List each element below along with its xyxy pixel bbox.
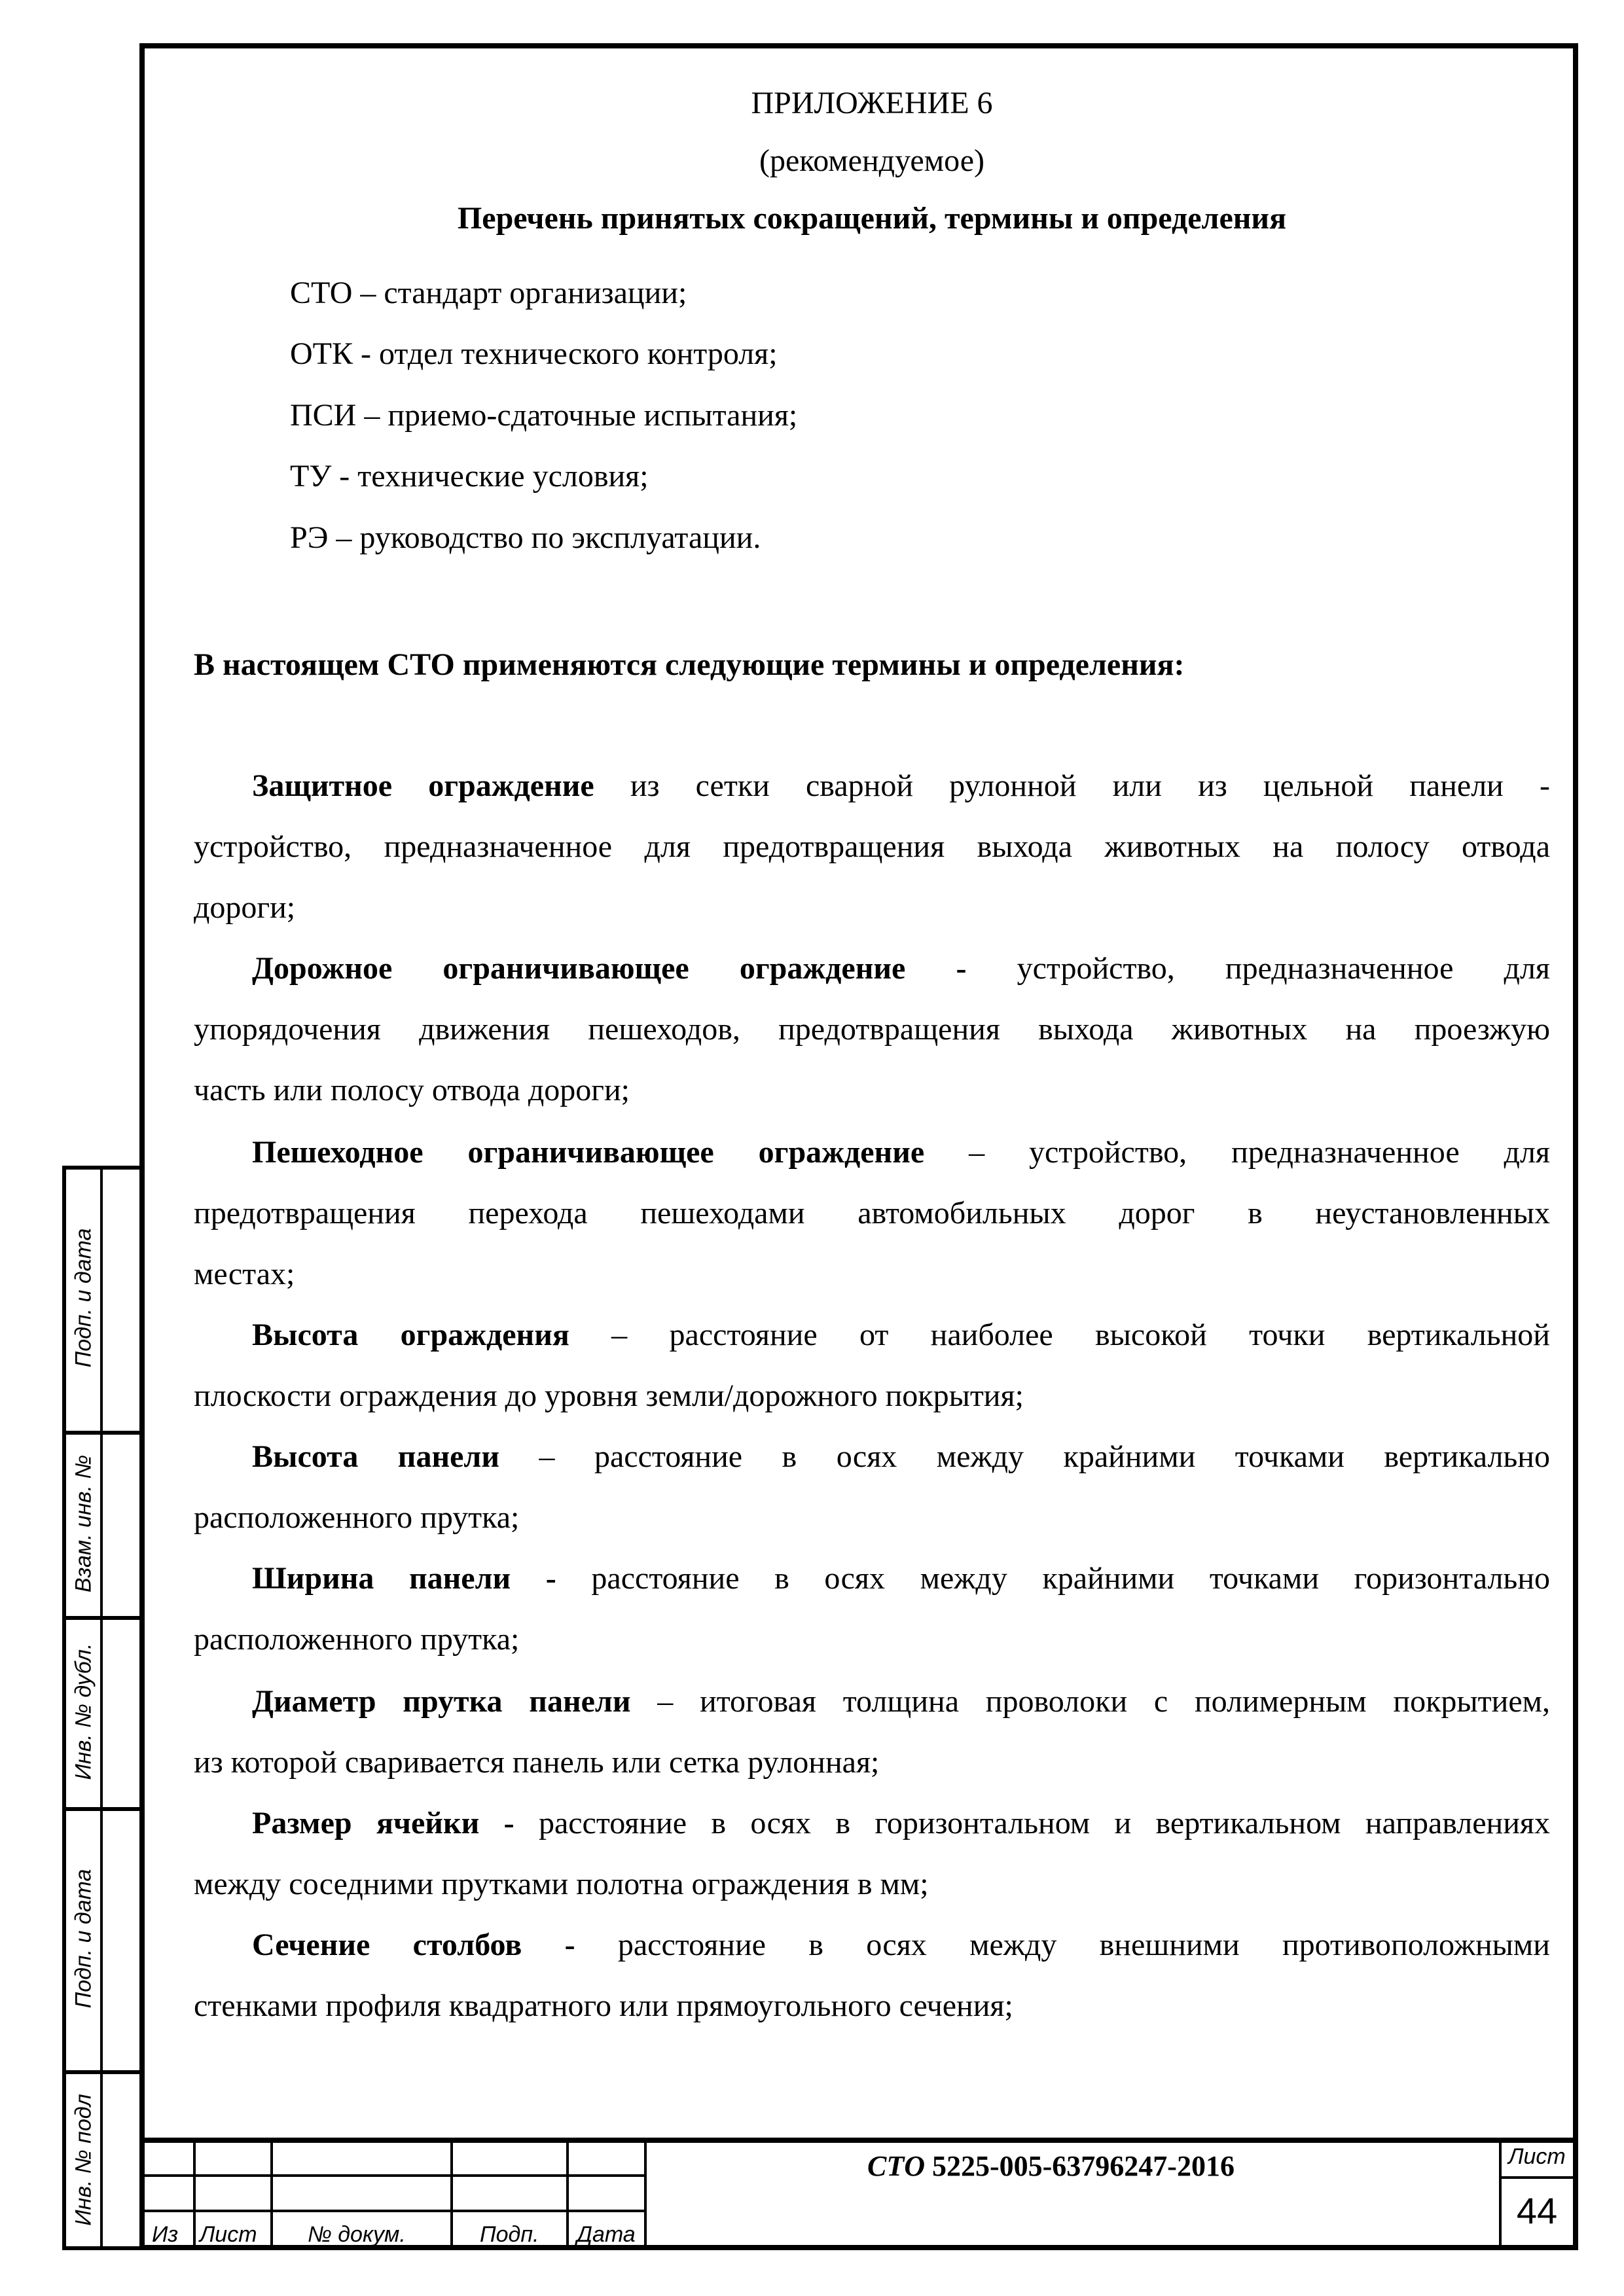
term-line: между соседними прутками полотна ограждения в мм; <box>194 1867 929 1901</box>
term-first-line <box>252 1805 1550 1841</box>
side-label-sign-date: Подп. и дата <box>71 1228 96 1368</box>
term-name: Диаметр прутка панели <box>252 1684 631 1719</box>
document-code-prefix: СТО <box>867 2150 925 2182</box>
term-first-line <box>252 1683 1550 1719</box>
side-stamp-line <box>62 1807 139 1811</box>
term-line: плоскости ограждения до уровня земли/дорожного покрытия; <box>194 1378 1024 1413</box>
title-block-row-line <box>145 2174 647 2177</box>
term-name: Дорожное ограничивающее ограждение - <box>252 951 967 986</box>
term-first-line <box>252 1560 1550 1596</box>
term-definition: расстояние в осях в горизонтальном и вертикальном направлениях <box>514 1806 1550 1840</box>
term-name: Пешеходное ограничивающее ограждение <box>252 1135 925 1170</box>
sheet-number: 44 <box>1516 2190 1558 2231</box>
abbreviation-item: ОТК - отдел технического контроля; <box>290 336 778 371</box>
abbreviation-item: РЭ – руководство по эксплуатации. <box>290 520 761 555</box>
stamp-label-doc-number: № докум. <box>308 2222 406 2247</box>
term-name: Высота панели <box>252 1439 500 1474</box>
side-stamp-line <box>62 1431 139 1435</box>
term-definition: расстояние в осях между крайними точками горизонтально <box>556 1561 1551 1596</box>
term-first-line <box>252 950 1550 986</box>
title-block-divider <box>644 2138 647 2250</box>
appendix-heading: Перечень принятых сокращений, термины и определения <box>457 201 1287 236</box>
term-definition: – расстояние в осях между крайними точками вертикально <box>499 1439 1550 1474</box>
title-block-divider <box>270 2138 273 2250</box>
term-name: Защитное ограждение <box>252 768 594 803</box>
term-line: устройство, предназначенное для предотвращения выхода животных на полосу отвода <box>194 829 1550 864</box>
term-line: упорядочения движения пешеходов, предотвращения выхода животных на проезжую <box>194 1012 1550 1047</box>
title-block-divider <box>566 2138 569 2250</box>
term-name: Ширина панели - <box>252 1561 556 1596</box>
title-block-divider <box>193 2138 196 2250</box>
term-definition: расстояние в осях между внешними противоположными <box>575 1928 1550 1962</box>
term-line: предотвращения перехода пешеходами автомобильных дорог в неустановленных <box>194 1196 1550 1230</box>
term-first-line <box>252 768 1550 804</box>
term-definition: – расстояние от наиболее высокой точки вертикальной <box>569 1318 1550 1352</box>
term-definition: – итоговая толщина проволоки с полимерным покрытием, <box>630 1684 1551 1719</box>
side-stamp-line <box>62 1616 139 1620</box>
side-stamp-line <box>62 2070 139 2074</box>
abbreviation-item: СТО – стандарт организации; <box>290 276 687 310</box>
document-code-number: 5225-005-63796247-2016 <box>925 2150 1235 2182</box>
stamp-label-date: Дата <box>577 2222 636 2247</box>
term-first-line <box>252 1439 1550 1475</box>
stamp-label-signature: Подп. <box>480 2222 539 2247</box>
side-label-replacement-inv: Взам. инв. № <box>71 1454 96 1593</box>
title-block-divider <box>450 2138 453 2250</box>
term-line: дороги; <box>194 890 296 925</box>
sheet-label: Лист <box>1508 2144 1566 2169</box>
term-line: часть или полосу отвода дороги; <box>194 1073 630 1107</box>
appendix-title: ПРИЛОЖЕНИЕ 6 <box>751 86 993 120</box>
term-definition: – устройство, предназначенное для <box>924 1135 1550 1170</box>
side-label-duplicate-inv: Инв. № дубл. <box>71 1643 96 1780</box>
term-line: местах; <box>194 1257 295 1291</box>
stamp-label-change: Из <box>152 2222 179 2247</box>
term-line: из которой сваривается панель или сетка рулонная; <box>194 1745 880 1780</box>
terms-heading: В настоящем СТО применяются следующие термины и определения: <box>194 647 1185 682</box>
side-label-sign-date: Подп. и дата <box>71 1869 96 2009</box>
abbreviation-item: ПСИ – приемо-сдаточные испытания; <box>290 398 798 433</box>
appendix-subtitle: (рекомендуемое) <box>759 143 984 178</box>
title-block-row-line <box>145 2210 647 2212</box>
term-line: расположенного прутка; <box>194 1500 520 1535</box>
term-first-line <box>252 1134 1550 1170</box>
side-label-original-inv: Инв. № подл <box>71 2094 96 2226</box>
term-first-line <box>252 1317 1550 1353</box>
term-name: Сечение столбов - <box>252 1928 575 1962</box>
term-first-line <box>252 1927 1550 1963</box>
term-name: Размер ячейки - <box>252 1806 514 1840</box>
term-definition: из сетки сварной рулонной или из цельной панели - <box>594 768 1550 803</box>
abbreviation-item: ТУ - технические условия; <box>290 459 649 493</box>
stamp-label-sheet: Лист <box>200 2222 257 2247</box>
term-definition: устройство, предназначенное для <box>966 951 1550 986</box>
term-name: Высота ограждения <box>252 1318 569 1352</box>
term-line: стенками профиля квадратного или прямоугольного сечения; <box>194 1988 1013 2023</box>
term-line: расположенного прутка; <box>194 1622 520 1657</box>
